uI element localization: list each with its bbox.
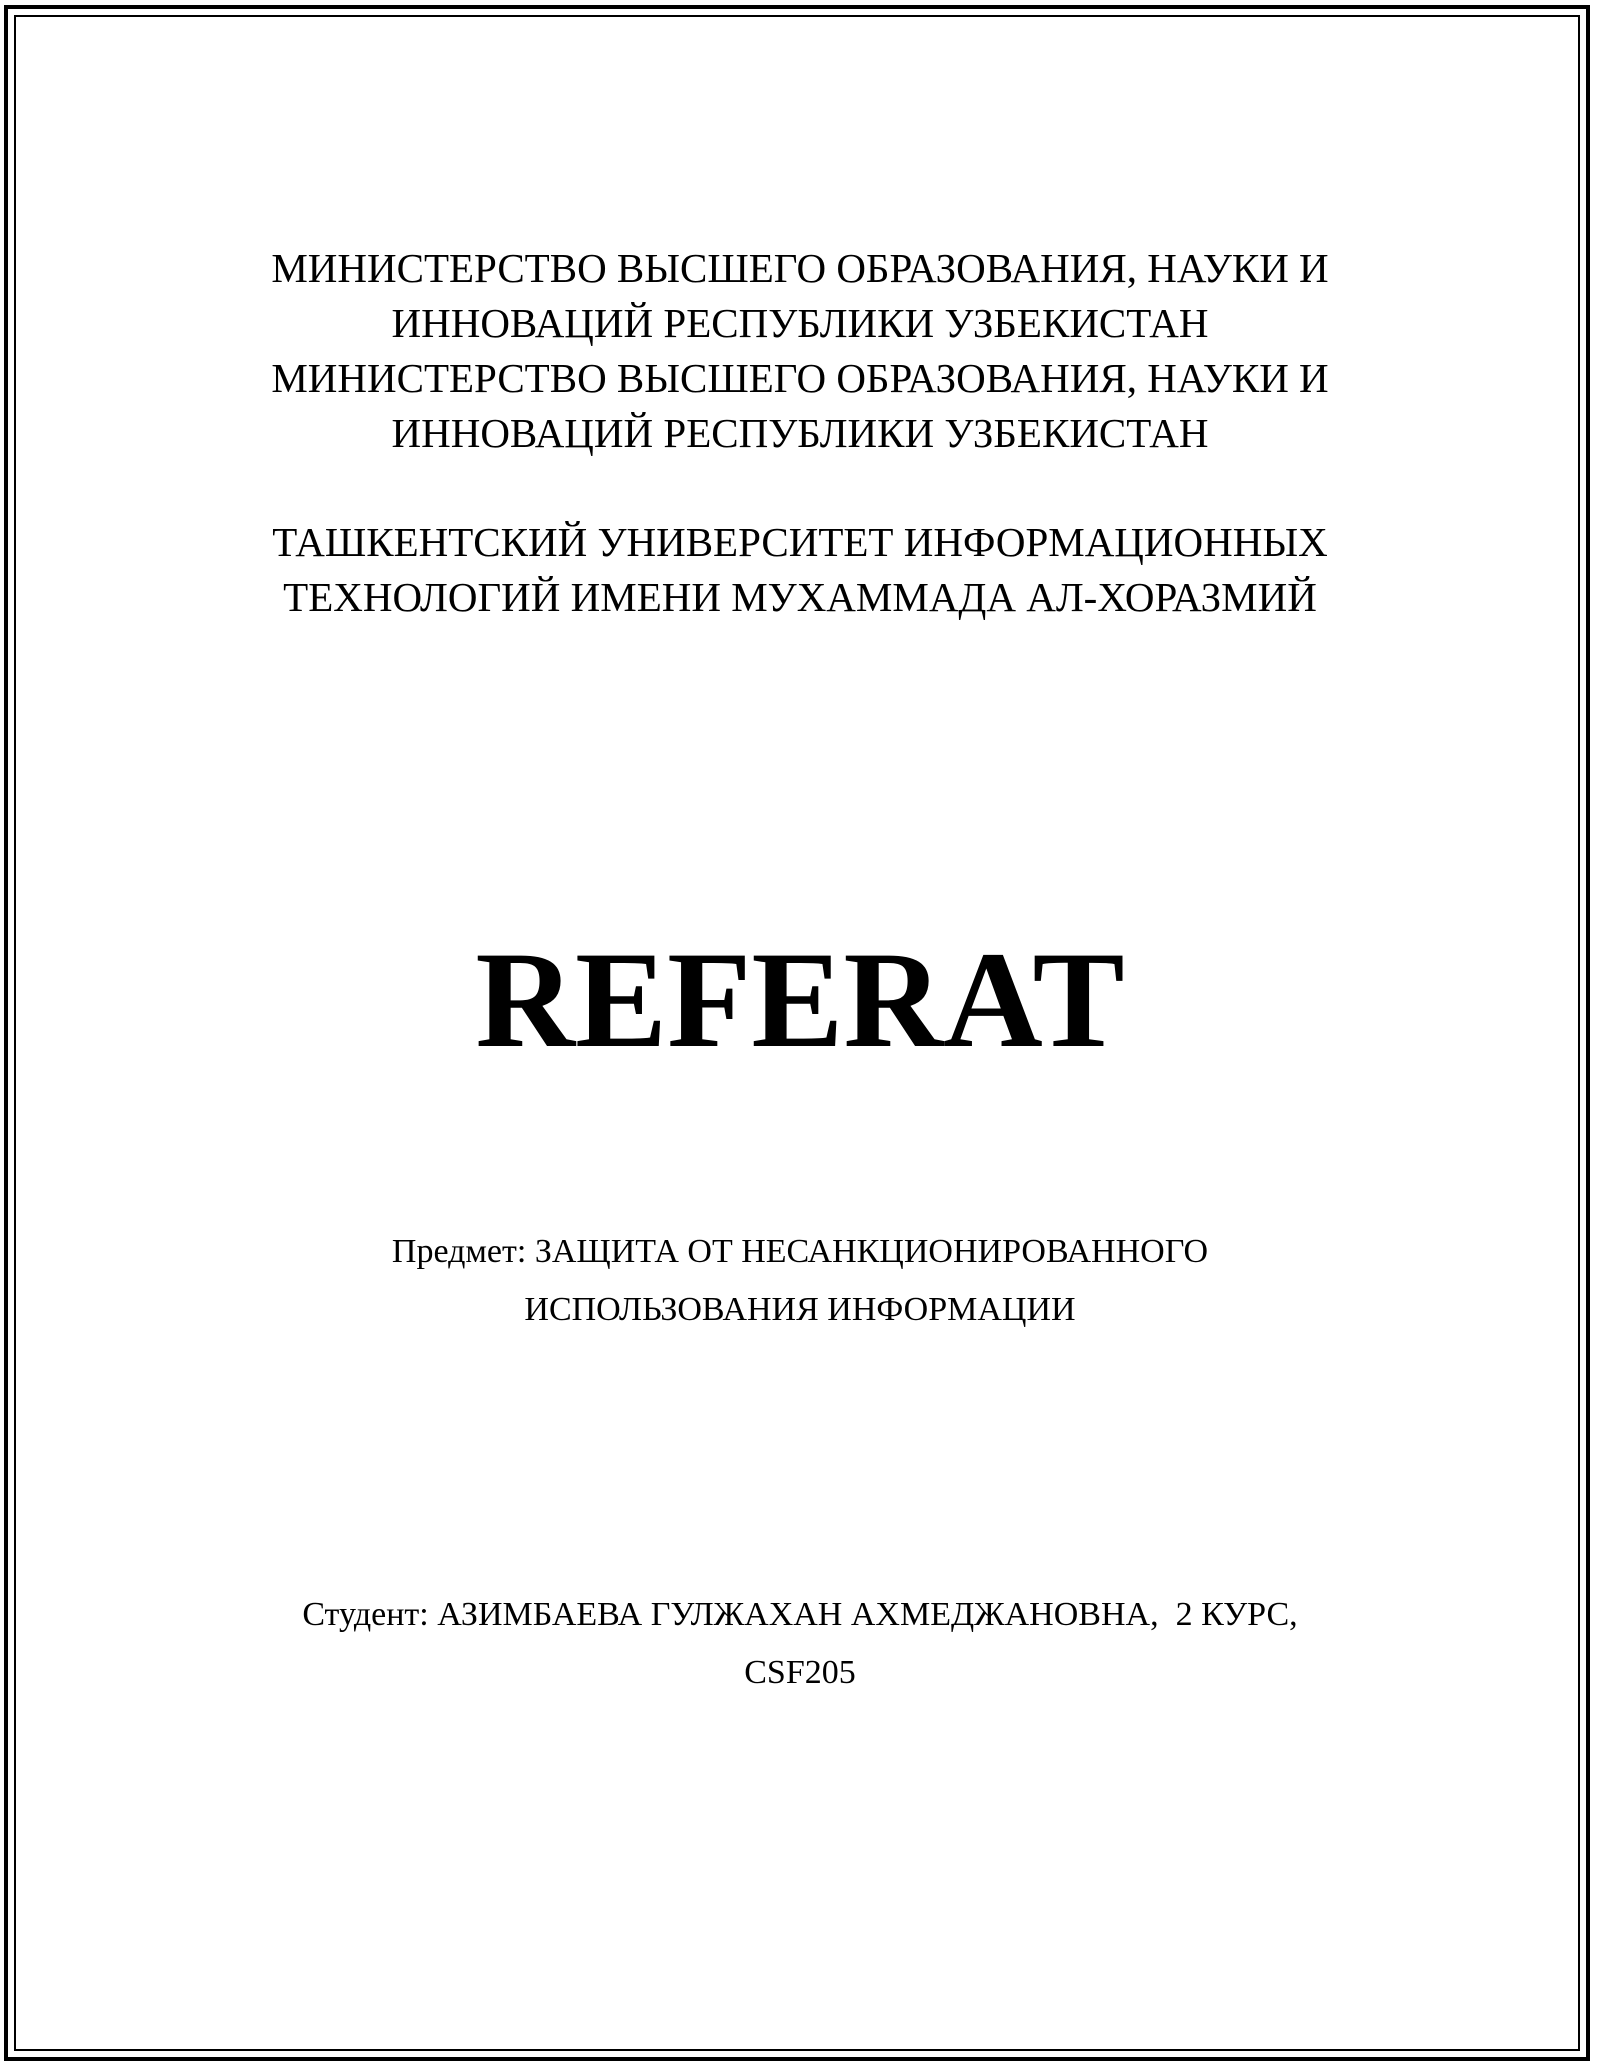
ministry-line: МИНИСТЕРСТВО ВЫСШЕГО ОБРАЗОВАНИЯ, НАУКИ И bbox=[271, 245, 1329, 291]
ministry-line: ИННОВАЦИЙ РЕСПУБЛИКИ УЗБЕКИСТАН bbox=[391, 300, 1209, 346]
university-line: ТЕХНОЛОГИЙ ИМЕНИ МУХАММАДА АЛ-ХОРАЗМИЙ bbox=[283, 574, 1317, 620]
university-name bbox=[0, 515, 1600, 625]
subject-line: Предмет: ЗАЩИТА ОТ НЕСАНКЦИОНИРОВАННОГО bbox=[391, 1233, 1209, 1270]
student-group: CSF205 bbox=[744, 1654, 856, 1691]
document-title: REFERAT bbox=[475, 923, 1125, 1076]
ministry-line: ИННОВАЦИЙ РЕСПУБЛИКИ УЗБЕКИСТАН bbox=[391, 410, 1209, 456]
student-info bbox=[0, 1586, 1600, 1702]
subject-info bbox=[0, 1223, 1600, 1339]
student-line: Студент: АЗИМБАЕВА ГУЛЖАХАН АХМЕДЖАНОВНА, 2 КУРС, bbox=[302, 1596, 1298, 1633]
ministry-header bbox=[0, 241, 1600, 461]
university-line: ТАШКЕНТСКИЙ УНИВЕРСИТЕТ ИНФОРМАЦИОННЫХ bbox=[272, 519, 1328, 565]
ministry-line: МИНИСТЕРСТВО ВЫСШЕГО ОБРАЗОВАНИЯ, НАУКИ И bbox=[271, 355, 1329, 401]
subject-line: ИСПОЛЬЗОВАНИЯ ИНФОРМАЦИИ bbox=[524, 1291, 1076, 1328]
